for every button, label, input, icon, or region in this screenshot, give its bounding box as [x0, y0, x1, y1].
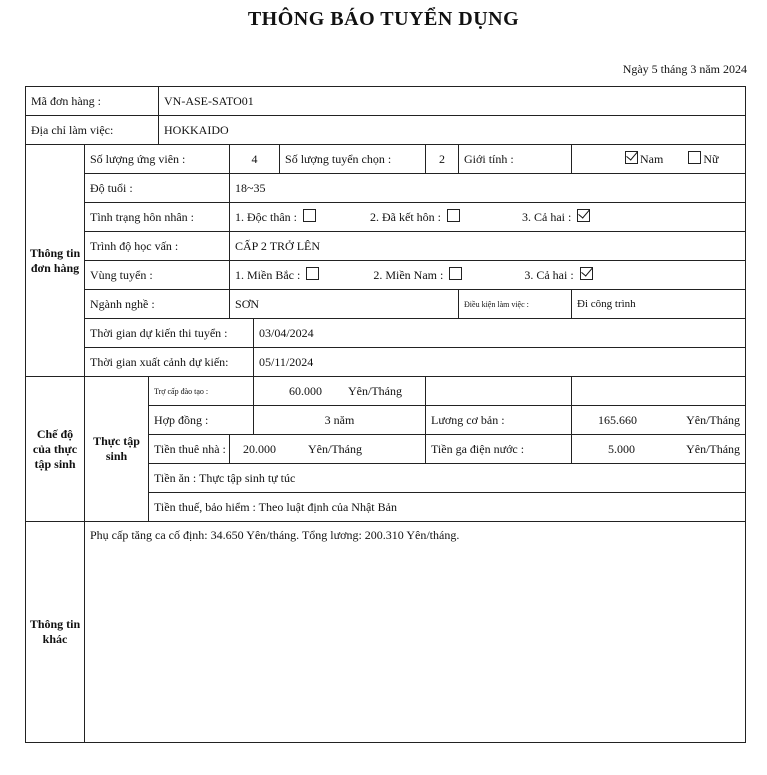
marital-opt3-label: 3. Cả hai : [522, 210, 572, 224]
utilities-unit: Yên/Tháng [643, 435, 746, 464]
marital-row [26, 203, 746, 232]
document-date: Ngày 5 tháng 3 năm 2024 [622, 62, 747, 76]
education-value: CẤP 2 TRỞ LÊN [230, 232, 746, 261]
training-amount [254, 377, 426, 406]
departure-label: Thời gian xuất cảnh dự kiến: [85, 348, 254, 377]
education-row [26, 232, 746, 261]
industry-row [26, 290, 746, 319]
tax-text: Tiền thuế, bảo hiểm : Theo luật định của Nhật Bản [149, 493, 746, 522]
order-info-section-label: Thông tin đơn hàng [26, 145, 85, 377]
departure-value: 05/11/2024 [254, 348, 746, 377]
address-row [26, 116, 746, 145]
training-unit: Yên/Tháng [348, 383, 402, 398]
candidates-label: Số lượng ứng viên : [85, 145, 230, 174]
training-row [26, 377, 746, 406]
gender-female-checkbox-icon[interactable] [688, 151, 701, 164]
region-label: Vùng tuyển : [85, 261, 230, 290]
industry-value: SƠN [230, 290, 459, 319]
industry-label: Ngành nghề : [85, 290, 230, 319]
training-value: 60.000 [289, 383, 323, 398]
contract-label: Hợp đồng : [149, 406, 254, 435]
marital-opt1-label: 1. Độc thân : [235, 210, 298, 224]
address-value: HOKKAIDO [159, 116, 746, 145]
region-opt2-checkbox-icon[interactable] [449, 267, 462, 280]
empty-cell [572, 377, 746, 406]
address-label: Địa chỉ làm việc: [26, 116, 159, 145]
gender-male-label: Nam [640, 152, 664, 166]
candidates-row [26, 145, 746, 174]
exam-value: 03/04/2024 [254, 319, 746, 348]
gender-female-label: Nữ [703, 152, 719, 166]
rent-label: Tiền thuê nhà : [149, 435, 230, 464]
order-code-row [26, 87, 746, 116]
age-label: Độ tuổi : [85, 174, 230, 203]
utilities-value: 5.000 [572, 435, 643, 464]
rent-value: 20.000 [243, 441, 277, 456]
region-opt1-checkbox-icon[interactable] [306, 267, 319, 280]
salary-value: 165.660 [572, 406, 643, 435]
gender-male-checkbox-icon[interactable] [625, 151, 638, 164]
utilities-label: Tiền ga điện nước : [426, 435, 572, 464]
marital-opt3-checkbox-icon[interactable] [577, 209, 590, 222]
contract-value: 3 năm [254, 406, 426, 435]
age-value: 18~35 [230, 174, 746, 203]
order-code-label: Mã đơn hàng : [26, 87, 159, 116]
gender-options [572, 145, 746, 174]
marital-opt2-checkbox-icon[interactable] [447, 209, 460, 222]
region-options [230, 261, 746, 290]
food-text: Tiền ăn : Thực tập sinh tự túc [149, 464, 746, 493]
conditions-label: Điều kiện làm việc : [459, 290, 572, 319]
recruitment-form [25, 86, 746, 743]
education-label: Trình độ học vấn : [85, 232, 230, 261]
selected-label: Số lượng tuyển chọn : [280, 145, 426, 174]
other-section-label: Thông tin khác [26, 522, 85, 743]
order-code-value: VN-ASE-SATO01 [159, 87, 746, 116]
age-row [26, 174, 746, 203]
rent-unit: Yên/Tháng [308, 441, 362, 456]
other-row [26, 522, 746, 743]
region-opt1-label: 1. Miền Bắc : [235, 268, 301, 282]
marital-opt2-label: 2. Đã kết hôn : [370, 210, 442, 224]
training-label: Trợ cấp đào tạo : [149, 377, 254, 406]
exam-row [26, 319, 746, 348]
departure-row [26, 348, 746, 377]
exam-label: Thời gian dự kiến thi tuyển : [85, 319, 254, 348]
region-row [26, 261, 746, 290]
regime-section-label: Chế độ của thực tập sinh [26, 377, 85, 522]
marital-label: Tình trạng hôn nhân : [85, 203, 230, 232]
region-opt2-label: 2. Miền Nam : [373, 268, 444, 282]
other-text: Phụ cấp tăng ca cố định: 34.650 Yên/tháng. Tổng lương: 200.310 Yên/tháng. [85, 522, 746, 743]
region-opt3-checkbox-icon[interactable] [580, 267, 593, 280]
salary-label: Lương cơ bản : [426, 406, 572, 435]
selected-value: 2 [426, 145, 459, 174]
salary-unit: Yên/Tháng [643, 406, 746, 435]
trainee-label: Thực tập sinh [85, 377, 149, 522]
region-opt3-label: 3. Cả hai : [524, 268, 574, 282]
empty-cell [426, 377, 572, 406]
page-title: THÔNG BÁO TUYỂN DỤNG [247, 8, 520, 30]
marital-options [230, 203, 746, 232]
gender-label: Giới tính : [459, 145, 572, 174]
rent-amount [230, 435, 426, 464]
conditions-value: Đi công trình [572, 290, 746, 319]
candidates-value: 4 [230, 145, 280, 174]
marital-opt1-checkbox-icon[interactable] [303, 209, 316, 222]
